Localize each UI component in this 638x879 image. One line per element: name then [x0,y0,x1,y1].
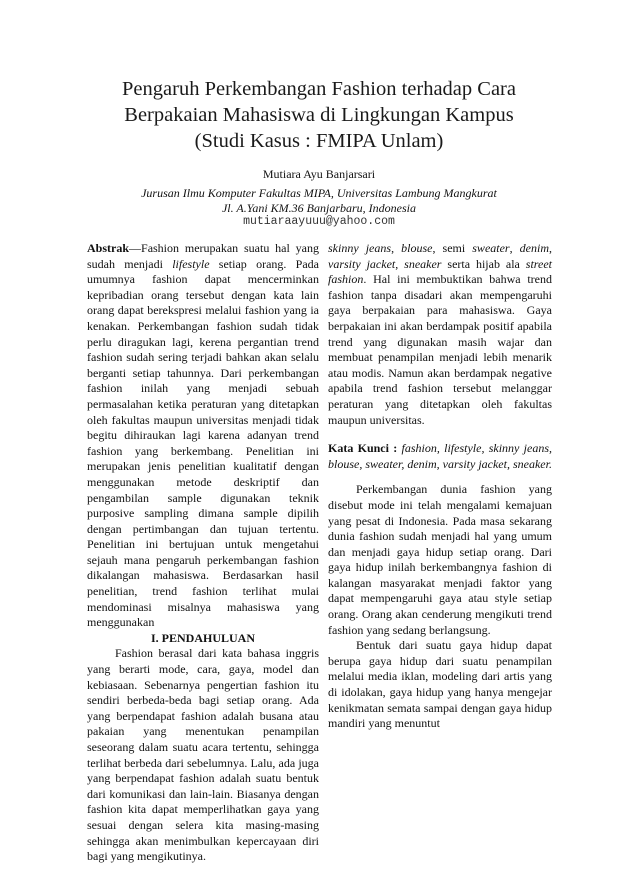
author-name: Mutiara Ayu Banjarsari [262,167,376,181]
abstract-text-9: . Hal ini membuktikan bahwa trend fashion tanpa disadari akan mempengaruhi gaya berpakaian para mahasiswa. Gaya berpakaian ini akan berdampak positif apabila trend yang digunakan masih wajar dan membuat penampilan menjadi lebih menarik atau modis. Namun akan berdampak negative apabila trend fashion tersebut melanggar peraturan yang ditetapkan oleh fakultas maupun universitas. [328,272,552,427]
abstract-text-2: setiap orang. Pada umumnya fashion dapat mencerminkan kepribadian orang tersebut dengan kata lain orang dapat berekspresi melalui fashion yang ia kenakan. Perkembangan fashion sudah tidak perlu diragukan lagi, kerena pergantian trend fashion sudah sering terjadi bahkan akan selalu berganti setiap tahunnya. Dari perkembangan fashion inilah yang menjadi sebuah permasalahan ketika peraturan yang ditetapkan oleh fakultas maupun universitas menjadi tidak begitu dihiraukan lagi karena adanyan trend fashion yang berkembang. Penelitian ini merupakan jenis penelitian kualitatif dengan menggunakan metode deskriptif dan pengambilan sample digunakan teknik purposive sampling dimana sample dipilih dengan pertimbangan dan tujuan tertentu. Penelitian ini bertujuan untuk mengetahui sejauh mana pengaruh perkembangan fashion dikalangan mahasiswa. Berdasarkan hasil penelitian, trend fashion terlihat mulai mendominasi misalnya mahasiswa yang menggunakan [87,256,319,630]
abstract-label: Abstrak [87,241,130,255]
intro-paragraph: Fashion berasal dari kata bahasa inggris yang berarti mode, cara, gaya, model dan kebiasaan. Sebenarnya pengertian fashion itu sendiri berbeda-beda bagi setiap orang. Ada yang berpendapat fashion adalah busana atau pakaian yang menentukan penampilan seseorang dalam suatu acara tertentu, sehingga terlihat berbeda dari sebelumnya. Lalu, ada juga yang berpendapat fashion adalah suatu bentuk dari komunikasi dan lain-lain. Biasanya dengan fashion kita dapat memperlihatkan gaya yang sesuai dengan selera kita masing-masing sehingga akan menimbulkan kepercayaan diri bagi yang mengikutinya. [87,646,319,864]
keywords-text: fashion, lifestyle, skinny jeans, blouse, sweater, denim, varsity jacket, sneaker. [328,441,552,471]
abstract-text-1: Fashion merupakan suatu hal yang sudah menjadi [87,241,319,271]
abstract-sep-2: , semi [432,241,473,255]
intro-paragraph-2: Perkembangan dunia fashion yang disebut mode ini telah mengalami kemajuan yang pesat di Indonesia. Pada masa sekarang dunia fashion sudah menjadi hal yang umum dan menjadi gaya hidup setiap orang. Dari gaya hidup inilah berkembangnya fashion di kalangan masyarakat menjadi faktor yang dapat mempengaruhi gaya atau style setiap orang. Orang akan cenderung mengikuti trend fashion yang sedang berlangsung. [328,482,552,637]
author-affiliation [40,186,598,230]
keywords-label: Kata Kunci : [328,441,398,456]
paper-title [60,76,578,154]
abstract-term-street-fashion: street fashion [328,256,553,287]
keywords [328,441,552,472]
right-column [328,241,552,732]
abstract-continued [328,241,552,428]
title-line-3: (Studi Kasus : FMIPA Unlam) [194,130,444,152]
abstract-text-8: serta hijab ala [441,256,526,271]
title-line-2: Berpakaian Mahasiswa di Lingkungan Kampus [124,104,514,126]
affiliation-line-2: Jl. A.Yani KM.36 Banjarbaru, Indonesia [221,200,416,215]
affiliation-line-1: Jurusan Ilmu Komputer Fakultas MIPA, Universitas Lambung Mangkurat [141,186,497,200]
abstract-term-lifestyle: lifestyle [172,256,210,271]
abstract-sep-4: , [549,241,552,255]
abstract-sep-3: , [509,241,520,255]
abstract-term-skinny-jeans: skinny jeans [328,241,392,255]
intro-paragraph-3: Bentuk dari suatu gaya hidup dapat berupa gaya hidup dari suatu penampilan melalui media iklan, modeling dari artis yang di idolakan, gaya hidup yang hanya mengejar kenikmatan semata sampai dengan gaya hidup mandiri yang menuntut [328,638,552,731]
section-heading-pendahuluan: I. PENDAHULUAN [150,630,255,645]
abstract-dash: — [129,241,142,255]
abstract-term-denim: denim [519,241,549,255]
abstract-term-sweater: sweater [472,241,510,255]
left-column [87,241,319,865]
title-line-1: Pengaruh Perkembangan Fashion terhadap Cara [122,78,516,100]
abstract-term-sneaker: sneaker [404,256,442,271]
abstract-sep-1: , [391,241,402,255]
abstract-term-varsity-jacket: varsity jacket [328,256,396,271]
author-email: mutiaraayuuu@yahoo.com [243,215,395,228]
abstract-sep-5: , [395,256,405,271]
abstract-start [87,241,319,631]
abstract-term-blouse: blouse [401,241,433,255]
